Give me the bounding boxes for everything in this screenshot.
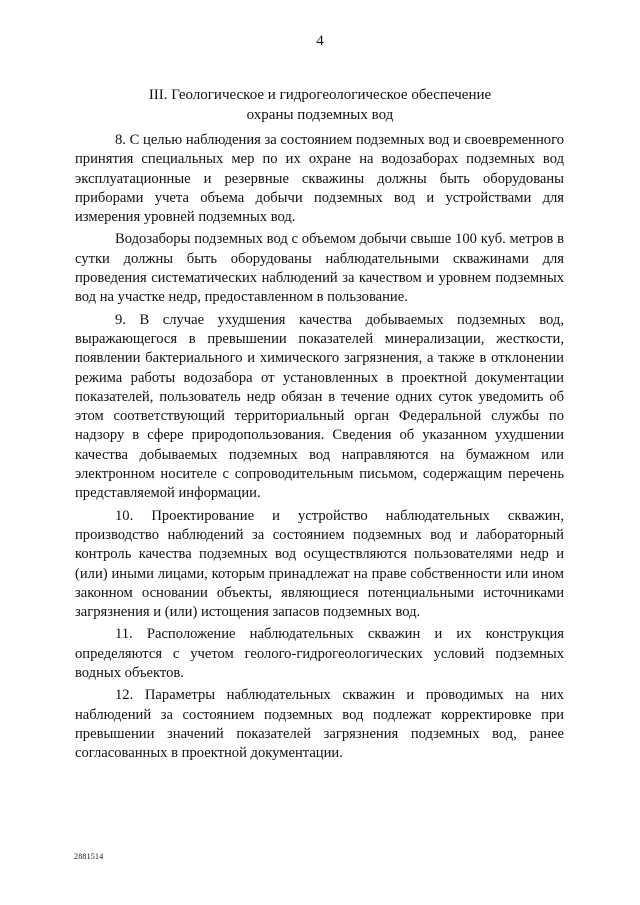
- section-title: [70, 85, 570, 125]
- page-number: 4: [316, 33, 324, 49]
- section-title-line-2: охраны подземных вод: [246, 107, 394, 123]
- paragraph-8: 8. С целью наблюдения за состоянием подземных вод и своевременного принятия специальных мер по их охране на водозаборах подземных вод эксплуатационные и резервные скважины должны быть оборудованы приборами учета объема добычи подземных вод и устройствами для измерения уровней подземных вод.: [75, 132, 564, 226]
- body-text: [75, 131, 564, 767]
- paragraph-11: 11. Расположение наблюдательных скважин и их конструкция определяются с учетом геолого-гидрогеологических условий подземных водных объектов.: [75, 626, 564, 682]
- paragraph-10: 10. Проектирование и устройство наблюдательных скважин, производство наблюдений за состоянием подземных вод и лабораторный контроль качества подземных вод осуществляются пользователями недр и (или) иными лицами, которым принадлежат на праве собственности или ином законном основании объекты, являющиеся потенциальными источниками загрязнения и (или) истощения запасов подземных вод.: [75, 507, 564, 621]
- document-code: 2881514: [74, 852, 104, 861]
- section-title-line-1: III. Геологическое и гидрогеологическое обеспечение: [148, 87, 492, 103]
- paragraph-12: 12. Параметры наблюдательных скважин и проводимых на них наблюдений за состоянием подземных вод подлежат корректировке при превышении значений показателей загрязнения подземных вод, ранее согласованных в проектной документации.: [75, 687, 564, 762]
- paragraph-9: 9. В случае ухудшения качества добываемых подземных вод, выражающегося в превышении показателей минерализации, жесткости, появлении бактериального и химического загрязнения, а также в отклонении режима работы водозабора от установленных в проектной документации показателей, пользователь недр обязан в течение одних суток уведомить об этом соответствующий территориальный орган Федеральной службы по надзору в сфере природопользования. Сведения об указанном ухудшении качества добываемых подземных вод направляются на бумажном или электронном носителе с сопроводительным письмом, содержащим перечень представляемой информации.: [75, 311, 564, 502]
- paragraph-8-continued: Водозаборы подземных вод с объемом добычи свыше 100 куб. метров в сутки должны быть оборудованы наблюдательными скважинами для проведения систематических наблюдений за качеством и уровнем подземных вод на участке недр, предоставленном в пользование.: [75, 231, 564, 306]
